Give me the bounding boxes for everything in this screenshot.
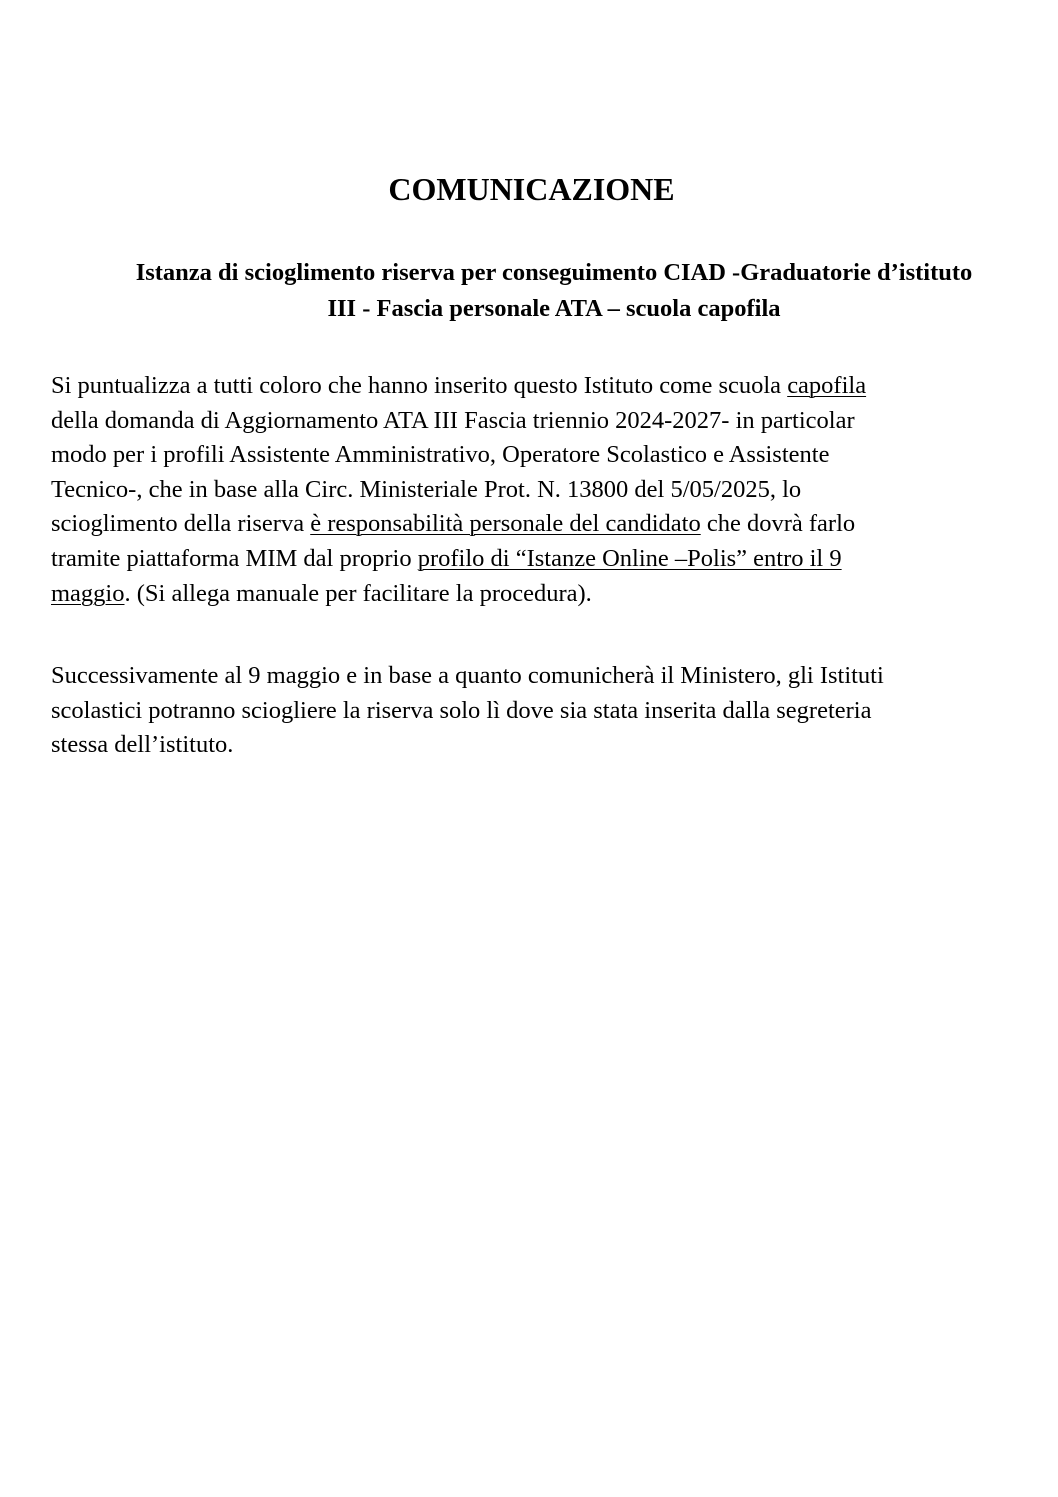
underlined-responsabilita: è responsabilità personale del candidato xyxy=(310,510,701,538)
paragraph-1-line-5 xyxy=(51,507,1041,542)
paragraph-2-line-2: scolastici potranno sciogliere la riserva solo lì dove sia stata inserita dalla segreteria xyxy=(51,696,872,724)
underlined-maggio: maggio xyxy=(51,579,125,607)
paragraph-1-line-3: modo per i profili Assistente Amministrativo, Operatore Scolastico e Assistente xyxy=(51,441,830,469)
text-run: che dovrà farlo xyxy=(700,510,856,538)
subtitle-line-2: III - Fascia personale ATA – scuola capofila xyxy=(327,295,781,322)
subtitle-line-1: Istanza di scioglimento riserva per conseguimento CIAD -Graduatorie d’istituto xyxy=(135,259,973,286)
paragraph-2 xyxy=(51,659,1041,763)
paragraph-2-line-3: stessa dell’istituto. xyxy=(51,731,234,759)
underlined-capofila: capofila xyxy=(787,372,867,399)
text-run: tramite piattaforma MIM dal proprio xyxy=(51,544,418,572)
paragraph-1-line-1 xyxy=(51,369,1041,404)
text-run: Si puntualizza a tutti coloro che hanno inserito questo Istituto come scuola xyxy=(51,372,788,399)
paragraph-1-line-7 xyxy=(51,577,1041,612)
paragraph-1 xyxy=(51,369,1041,611)
underlined-profilo: profilo di “Istanze Online –Polis” entro il 9 xyxy=(417,544,842,572)
text-run: . (Si allega manuale per facilitare la procedura). xyxy=(124,579,592,607)
paragraph-1-line-4: Tecnico-, che in base alla Circ. Ministeriale Prot. N. 13800 del 5/05/2025, lo xyxy=(51,475,802,503)
document-title: COMUNICAZIONE xyxy=(388,171,675,207)
paragraph-1-line-2: della domanda di Aggiornamento ATA III Fascia triennio 2024-2027- in particolar xyxy=(51,406,855,434)
text-run: scioglimento della riserva xyxy=(51,510,311,538)
paragraph-1-line-6 xyxy=(51,542,1041,577)
document-subtitle xyxy=(50,255,1058,327)
paragraph-2-line-1: Successivamente al 9 maggio e in base a quanto comunicherà il Ministero, gli Istituti xyxy=(51,662,884,689)
